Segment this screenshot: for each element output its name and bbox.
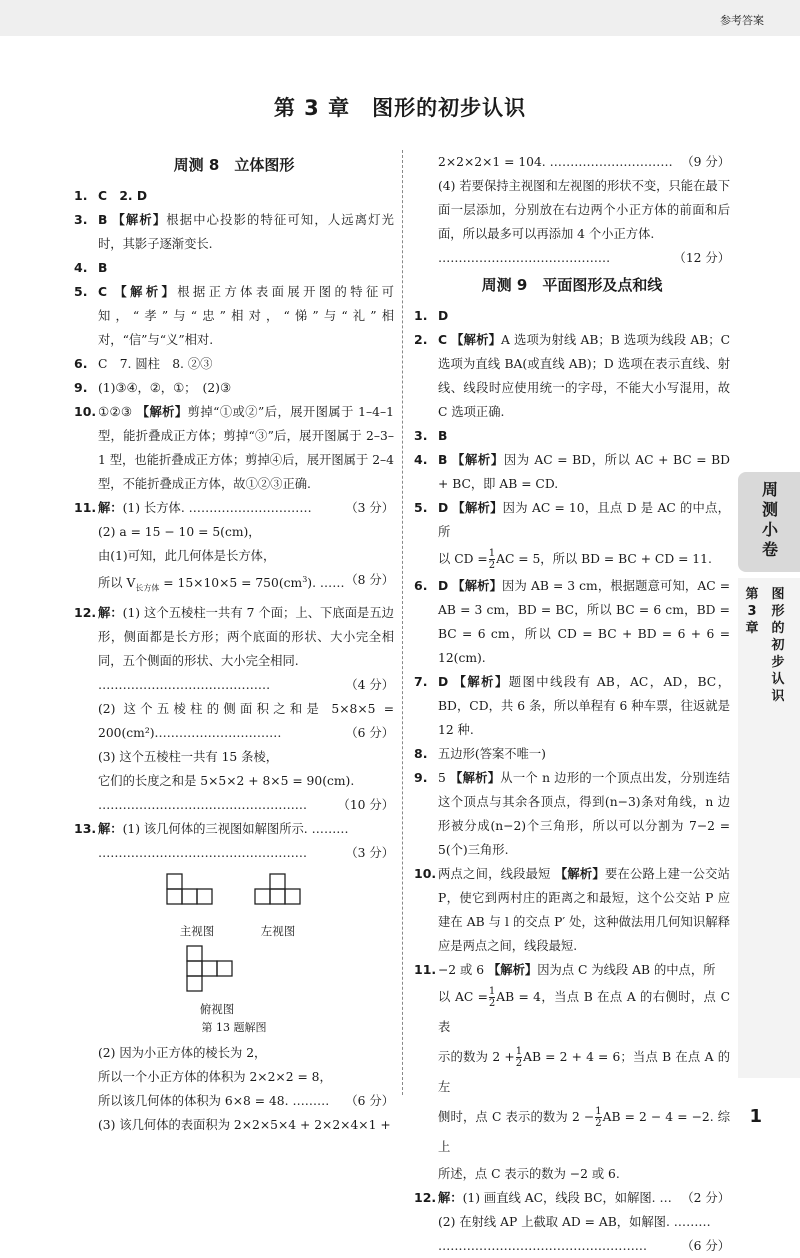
score-dots: …………………………………… <box>438 251 611 265</box>
score: （4 分） <box>345 677 394 692</box>
fraction-one-half <box>516 1046 522 1069</box>
solution-line: 2×2×2×1 = 104. <box>438 155 546 169</box>
solution-label: 解： <box>98 501 123 515</box>
answer-text: (1)③④，②，①； (2)③ <box>98 381 231 395</box>
score: （6 分） <box>681 1239 730 1253</box>
figure-caption: 第 13 题解图 <box>201 1020 267 1034</box>
answer-text: C 2. D <box>98 189 148 203</box>
analysis-tag: 【解析】 <box>554 867 605 881</box>
solution-line: (1) 该几何体的三视图如解图所示. <box>122 821 308 836</box>
analysis-text: 根据正方体表面展开图的特征可知，“孝”与“忠”相对，“悌”与“礼”相对，“信”与“义”相对. <box>98 285 394 347</box>
answer-item <box>414 766 730 862</box>
analysis-tag: 【解析】 <box>452 501 503 515</box>
analysis-text: AB = 2 − 4 = −2. 综上 <box>438 1110 731 1154</box>
question-number: 9. <box>414 770 428 785</box>
answer-text <box>98 208 394 256</box>
score: （6 分） <box>345 725 394 740</box>
solution-line: 它们的长度之和是 5×5×2 + 8×5 = 90(cm). <box>98 773 355 788</box>
analysis-tag: 【解析】 <box>488 963 538 977</box>
solution-line: (2) 因为小正方体的棱长为 2， <box>98 1045 267 1060</box>
score-dots: ……… <box>673 1215 711 1229</box>
top-view-drawing <box>186 945 248 993</box>
header-label: 参考答案 <box>720 14 764 27</box>
side-chapter-label: 第3章 <box>745 587 759 636</box>
analysis-text: 因为点 C 为线段 AB 的中点，所 <box>537 963 716 977</box>
question-number: 6. <box>414 578 428 593</box>
solution-line: (1) 这个五棱柱一共有 7 个面；上、下底面是五边形，侧面都是长方形；两个底面的形状、大小完全相同，五个侧面的形状、大小完全相同. <box>98 605 394 668</box>
analysis-text: AC = 5，所以 BD = BC + CD = 11. <box>496 552 712 566</box>
side-strip <box>738 578 800 1078</box>
front-view <box>166 873 228 941</box>
solution-label: 解： <box>98 821 123 836</box>
solution-line <box>98 568 394 601</box>
question-number: 5. <box>414 500 428 515</box>
answer-choice: D <box>438 675 449 689</box>
solution-line: (1) 画直线 AC，线段 BC，如解图. <box>462 1191 656 1205</box>
solution <box>98 817 394 865</box>
left-column <box>74 150 394 1137</box>
solution-text: = 15×10×5 = 750(cm <box>159 576 303 591</box>
score: （3 分） <box>345 845 394 860</box>
analysis-tag: 【解析】 <box>452 579 503 593</box>
chapter-title: 第 3 章 图形的初步认识 <box>273 96 527 120</box>
left-view-drawing <box>254 873 302 915</box>
fraction-numerator: 1 <box>488 548 496 559</box>
solution-line: 所以一个小正方体的体积为 2×2×2 = 8， <box>98 1069 332 1084</box>
analysis-text: AB = 4，当点 B 在点 A 的右侧时，点 C 表 <box>438 990 730 1034</box>
analysis-text: 因为 AC = BD，所以 AC + BC = BD + BC，即 AB = CD. <box>438 453 730 491</box>
answer-choice: B <box>98 213 108 227</box>
answer-text: B <box>438 429 448 443</box>
score-dots: ……… <box>292 1093 330 1108</box>
answer-item <box>74 400 394 496</box>
answer-text <box>98 400 394 496</box>
answer-choice: C <box>438 333 448 347</box>
superscript: 3 <box>302 575 308 584</box>
answer-item <box>414 496 730 574</box>
score: （10 分） <box>337 797 394 812</box>
answer-item <box>414 1186 730 1258</box>
solution-line: (3) 该几何体的表面积为 2×2×5×4 + 2×2×4×1 + <box>98 1117 391 1132</box>
score-dots: ………………………… <box>188 501 312 515</box>
analysis-text: 所述，点 C 表示的数为 −2 或 6. <box>438 1167 620 1181</box>
fraction-one-half <box>489 986 495 1009</box>
left-view <box>254 873 302 941</box>
analysis-tag: 【解析】 <box>136 405 188 419</box>
analysis-text: 要在公路上建一公交站 P，使它到两村庄的距离之和最短，这个公交站 P 应建在 AB 与 l 的交点 P′ 处，这种做法用几何知识解释应是两点之间，线段最短. <box>438 867 730 953</box>
score-dots: … <box>659 1191 672 1205</box>
score-dots: …………………………………………… <box>438 1239 648 1253</box>
subscript: 长方体 <box>135 583 160 593</box>
answer-text <box>98 280 394 352</box>
analysis-tag: 【解析】 <box>453 675 509 689</box>
analysis-text: 以 CD = <box>438 552 488 566</box>
answer-choice: D <box>438 501 449 515</box>
answer-choice: D <box>438 579 449 593</box>
answer-item <box>414 574 730 670</box>
question-number: 10. <box>414 866 437 881</box>
answer-item <box>74 817 394 865</box>
answer-item <box>414 742 730 766</box>
solution-line: (3) 这个五棱柱一共有 15 条棱， <box>98 749 279 764</box>
question-number: 7. <box>414 674 428 689</box>
answer-item <box>74 352 394 376</box>
fraction-numerator: 1 <box>595 1106 602 1117</box>
answer-item <box>414 862 730 958</box>
solution-line: (2) 在射线 AP 上截取 AD = AB，如解图. <box>438 1215 670 1229</box>
answer-text <box>438 766 730 862</box>
answer-item <box>414 670 730 742</box>
fraction-one-half <box>489 548 495 571</box>
score-dots: …………………………………………… <box>98 797 308 812</box>
answer-item <box>74 256 394 280</box>
question-number: 12. <box>414 1190 437 1205</box>
question-number: 5. <box>74 284 88 299</box>
question-number: 11. <box>414 962 437 977</box>
analysis-text: 示的数为 2 + <box>438 1050 515 1064</box>
solution-continued <box>74 1041 394 1137</box>
score-dots: …… <box>319 576 345 591</box>
question-number: 4. <box>414 452 428 467</box>
analysis-tag: 【解析】 <box>451 333 502 347</box>
score: （8 分） <box>345 573 394 587</box>
solution-line: (1) 长方体. <box>122 501 185 515</box>
question-number: 10. <box>74 404 97 419</box>
answer-item <box>74 376 394 400</box>
top-view-label: 俯视图 <box>199 1001 235 1016</box>
analysis-tag: 【解析】 <box>112 213 167 227</box>
answer-text: D <box>438 309 449 323</box>
continued-solution <box>414 150 730 270</box>
question-number: 1. <box>74 188 88 203</box>
right-column <box>414 150 730 1258</box>
score-dots: …………………………………………… <box>98 845 308 860</box>
question-number: 2. <box>414 332 428 347</box>
score-dots: ………………………… <box>549 155 673 169</box>
answer-text: C 7. 圆柱 8. ②③ <box>98 357 213 371</box>
solution <box>438 1186 730 1258</box>
answer-text: 五边形(答案不唯一) <box>438 747 546 761</box>
answer-item <box>74 184 394 208</box>
question-number: 6. <box>74 356 88 371</box>
answer-item <box>414 958 730 1186</box>
question-number: 12. <box>74 604 97 620</box>
question-number: 1. <box>414 308 428 323</box>
answer-choice: 5 <box>438 771 446 785</box>
score: （6 分） <box>345 1093 394 1108</box>
analysis-text: 根据中心投影的特征可知，人远离灯光时，其影子逐渐变长. <box>98 213 394 251</box>
solution-line: (2) 这个五棱柱的侧面积之和是 5×8×5 = 200(cm²). <box>98 701 394 740</box>
answer-text <box>438 448 730 496</box>
solution-line: (2) a = 15 − 10 = 5(cm)， <box>98 525 261 539</box>
analysis-text: AB = 2 + 4 = 6；当点 B 在点 A 的左 <box>438 1050 730 1094</box>
fraction-denominator: 2 <box>488 998 496 1009</box>
question-number: 8. <box>414 746 428 761</box>
score: （3 分） <box>345 501 394 515</box>
score: （12 分） <box>673 251 730 265</box>
answer-text <box>438 328 730 424</box>
answer-choice: −2 或 6 <box>438 963 485 977</box>
left-view-label: 左视图 <box>260 923 296 938</box>
header-band <box>0 0 800 36</box>
side-tab-label: 周测小卷 <box>762 480 779 559</box>
solution <box>98 496 394 601</box>
answer-text <box>438 862 730 958</box>
solution-text: ). <box>307 576 316 591</box>
analysis-tag: 【解析】 <box>451 453 504 467</box>
answer-item <box>74 496 394 601</box>
solution-label: 解： <box>438 1191 463 1205</box>
analysis-tag: 【解析】 <box>450 771 501 785</box>
answer-text <box>438 574 730 670</box>
answer-item <box>74 601 394 817</box>
score: （9 分） <box>681 155 730 169</box>
answer-text <box>438 958 730 1186</box>
front-view-label: 主视图 <box>179 923 215 938</box>
column-divider <box>402 150 403 1095</box>
three-views-figure <box>74 873 394 1037</box>
front-view-drawing <box>166 873 228 915</box>
answer-choice: C <box>98 285 108 299</box>
answer-item <box>414 424 730 448</box>
answer-choice: ①②③ <box>98 405 133 419</box>
score-dots: ……… <box>311 821 349 836</box>
side-chapter-title: 图形的初步认识 <box>771 587 785 704</box>
fraction-numerator: 1 <box>515 1046 523 1057</box>
answer-text: B <box>98 261 108 275</box>
answer-text <box>438 670 730 742</box>
top-view <box>186 945 248 1019</box>
solution-line: 所以该几何体的体积为 6×8 = 48. <box>98 1093 289 1108</box>
section-title-week8: 周测 8 立体图形 <box>173 156 295 174</box>
solution-label: 解： <box>98 605 123 620</box>
answer-choice: B <box>438 453 448 467</box>
answer-item <box>414 448 730 496</box>
question-number: 11. <box>74 500 97 515</box>
analysis-text: 因为 AB = 3 cm，根据题意可知，AC = AB = 3 cm，BD = BC，所以 BC = 6 cm，BD = BC = 6 cm，所以 CD = BC + BD = 6 + 6 = 12(cm). <box>438 579 730 665</box>
question-number: 4. <box>74 260 88 275</box>
analysis-text: 剪掉“①或②”后，展开图属于 1–4–1 型，能折叠成正方体；剪掉“③”后，展开图属于 2–3–1 型，也能折叠成正方体；剪掉④后，展开图属于 2–4 型，不能折叠成正方体，故①②③正确. <box>98 405 394 491</box>
analysis-text: 因为 AC = 10，且点 D 是 AC 的中点，所 <box>438 501 730 539</box>
answer-item <box>74 280 394 352</box>
analysis-text: 以 AC = <box>438 990 488 1004</box>
question-number: 3. <box>414 428 428 443</box>
solution-line: (4) 若要保持主视图和左视图的形状不变，只能在最下面一层添加，分别放在右边两个小正方体的前面和后面，所以最多可以再添加 4 个小正方体. <box>438 179 730 241</box>
score: （2 分） <box>681 1191 730 1205</box>
question-number: 3. <box>74 212 88 227</box>
answer-item <box>414 328 730 424</box>
fraction-numerator: 1 <box>488 986 496 997</box>
answer-text <box>438 496 730 574</box>
answer-item <box>414 304 730 328</box>
answer-choice: 两点之间，线段最短 <box>438 867 551 881</box>
solution-line: 由(1)可知，此几何体是长方体， <box>98 549 276 563</box>
fraction-denominator: 2 <box>515 1058 523 1069</box>
analysis-text: 题图中线段有 AB，AC，AD，BC，BD，CD，共 6 条，所以单程有 6 种车票，往返就是 12 种. <box>438 675 730 737</box>
analysis-text: 侧时，点 C 表示的数为 2 − <box>438 1110 595 1124</box>
question-number: 9. <box>74 380 88 395</box>
fraction-denominator: 2 <box>488 560 496 571</box>
fraction-one-half <box>595 1106 601 1129</box>
score-dots: ………………………… <box>158 725 282 740</box>
question-number: 13. <box>74 820 97 836</box>
fraction-denominator: 2 <box>595 1118 602 1129</box>
answer-item <box>74 208 394 256</box>
page-number: 1 <box>749 1106 762 1127</box>
solution-text: 所以 V <box>98 576 136 591</box>
score-dots: …………………………………… <box>98 677 271 692</box>
analysis-text: A 选项为射线 AB；B 选项为线段 AB；C 选项为直线 BA(或直线 AB)；D 选项在表示直线、射线、线段时应使用统一的字母，不能大小写混用，故 C 选项正确. <box>438 333 730 419</box>
analysis-text: 从一个 n 边形的一个顶点出发，分别连结这个顶点与其余各顶点，得到(n−3)条对角线，n 边形被分成(n−2)个三角形，所以可以分割为 7−2 = 5(个)三角形. <box>438 771 730 857</box>
analysis-tag: 【解析】 <box>114 285 178 299</box>
section-title-week9: 周测 9 平面图形及点和线 <box>481 276 663 294</box>
solution <box>98 601 394 817</box>
